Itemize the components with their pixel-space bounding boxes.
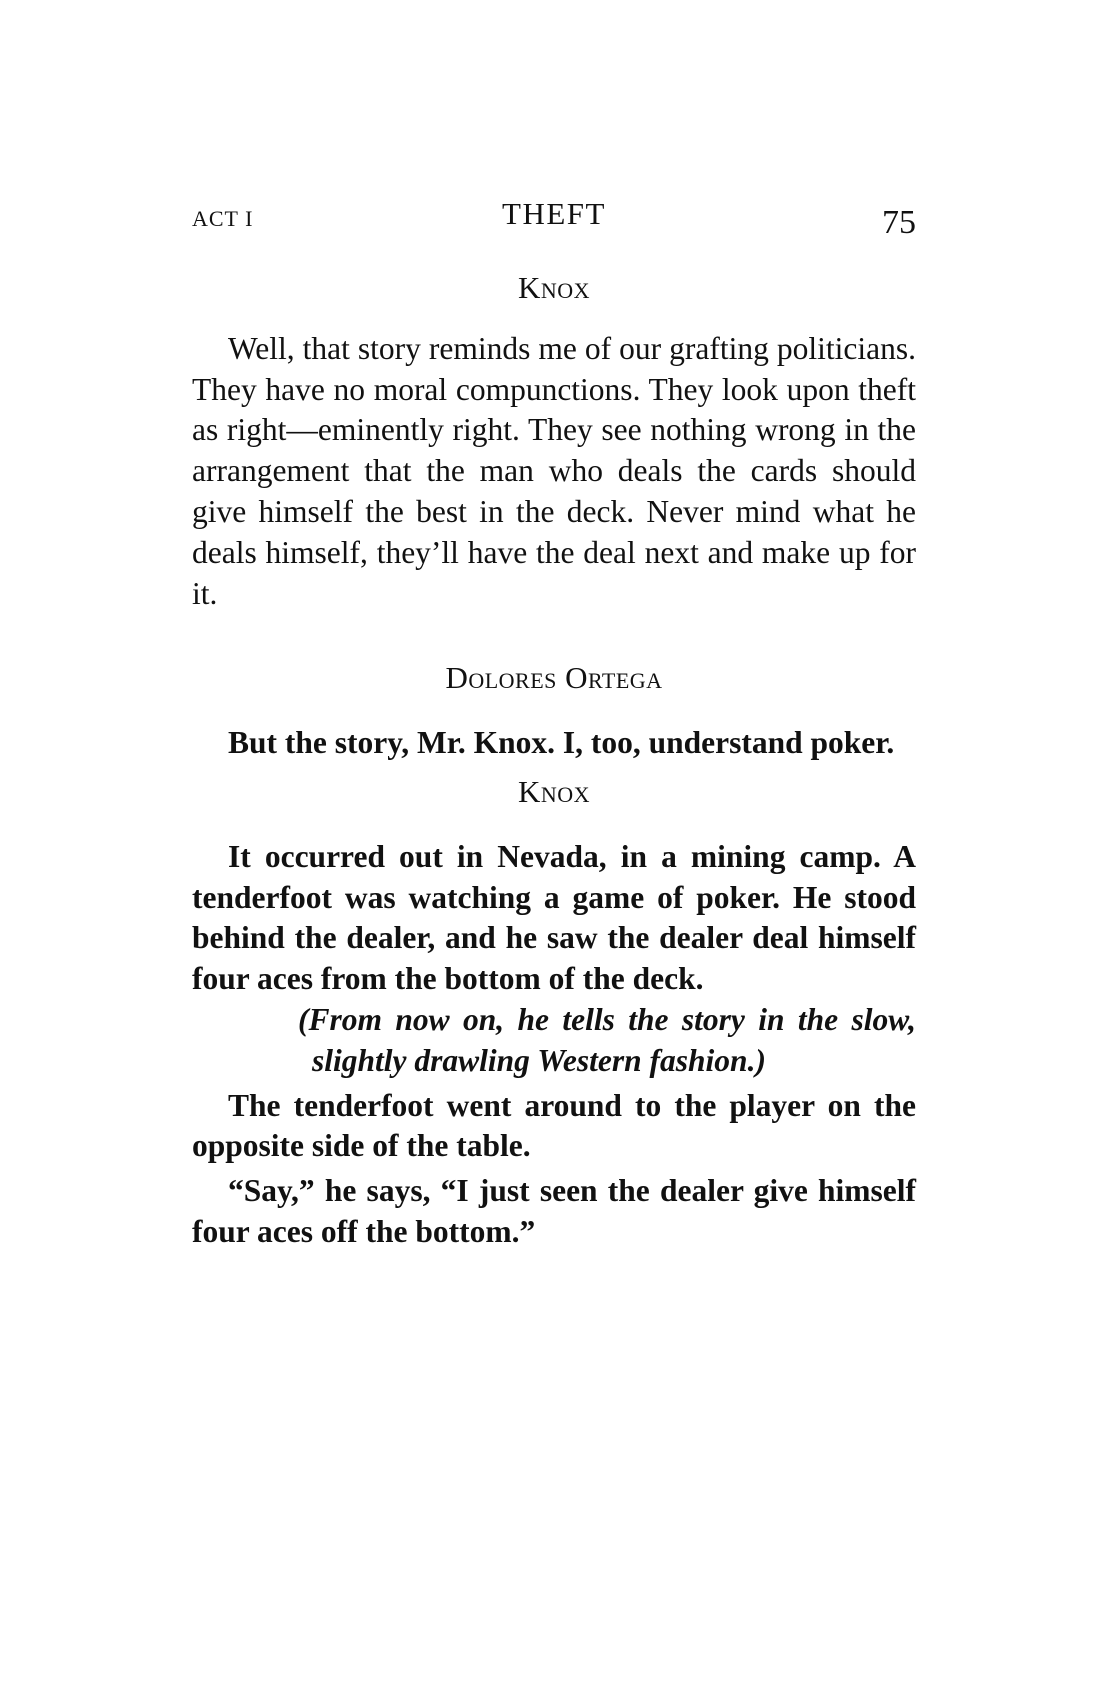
dialogue-paragraph: The tenderfoot went around to the player on the opposite side of the table. xyxy=(192,1087,916,1164)
page-title: THEFT xyxy=(502,196,606,231)
running-head xyxy=(192,196,916,246)
dialogue-paragraph: Well, that story reminds me of our grafting politicians. They have no moral compunctions. They look upon theft as right—eminently right. They see nothing wrong in the arrangement that the man who deals the cards should give himself the best in the deck. Never mind what he deals himself, they’ll have the deal next and make up for it. xyxy=(192,330,916,611)
play-text xyxy=(192,268,916,1253)
dialogue-paragraph: But the story, Mr. Knox. I, too, understand poker. xyxy=(228,725,895,761)
speaker-name: Knox xyxy=(517,773,591,809)
act-label: ACT I xyxy=(192,206,254,231)
speaker-name: Knox xyxy=(517,270,591,305)
page-number: 75 xyxy=(882,204,916,241)
stage-direction: (From now on, he tells the story in the slow, slightly drawling Western fashion.) xyxy=(298,1001,916,1078)
speaker-name: Dolores Ortega xyxy=(445,660,663,696)
dialogue-paragraph: It occurred out in Nevada, in a mining camp. A tenderfoot was watching a game of poker. He stood behind the dealer, and he saw the dealer deal himself four aces from the bottom of the deck. xyxy=(192,838,916,997)
dialogue-paragraph: “Say,” he says, “I just seen the dealer give himself four aces off the bottom.” xyxy=(192,1173,916,1249)
